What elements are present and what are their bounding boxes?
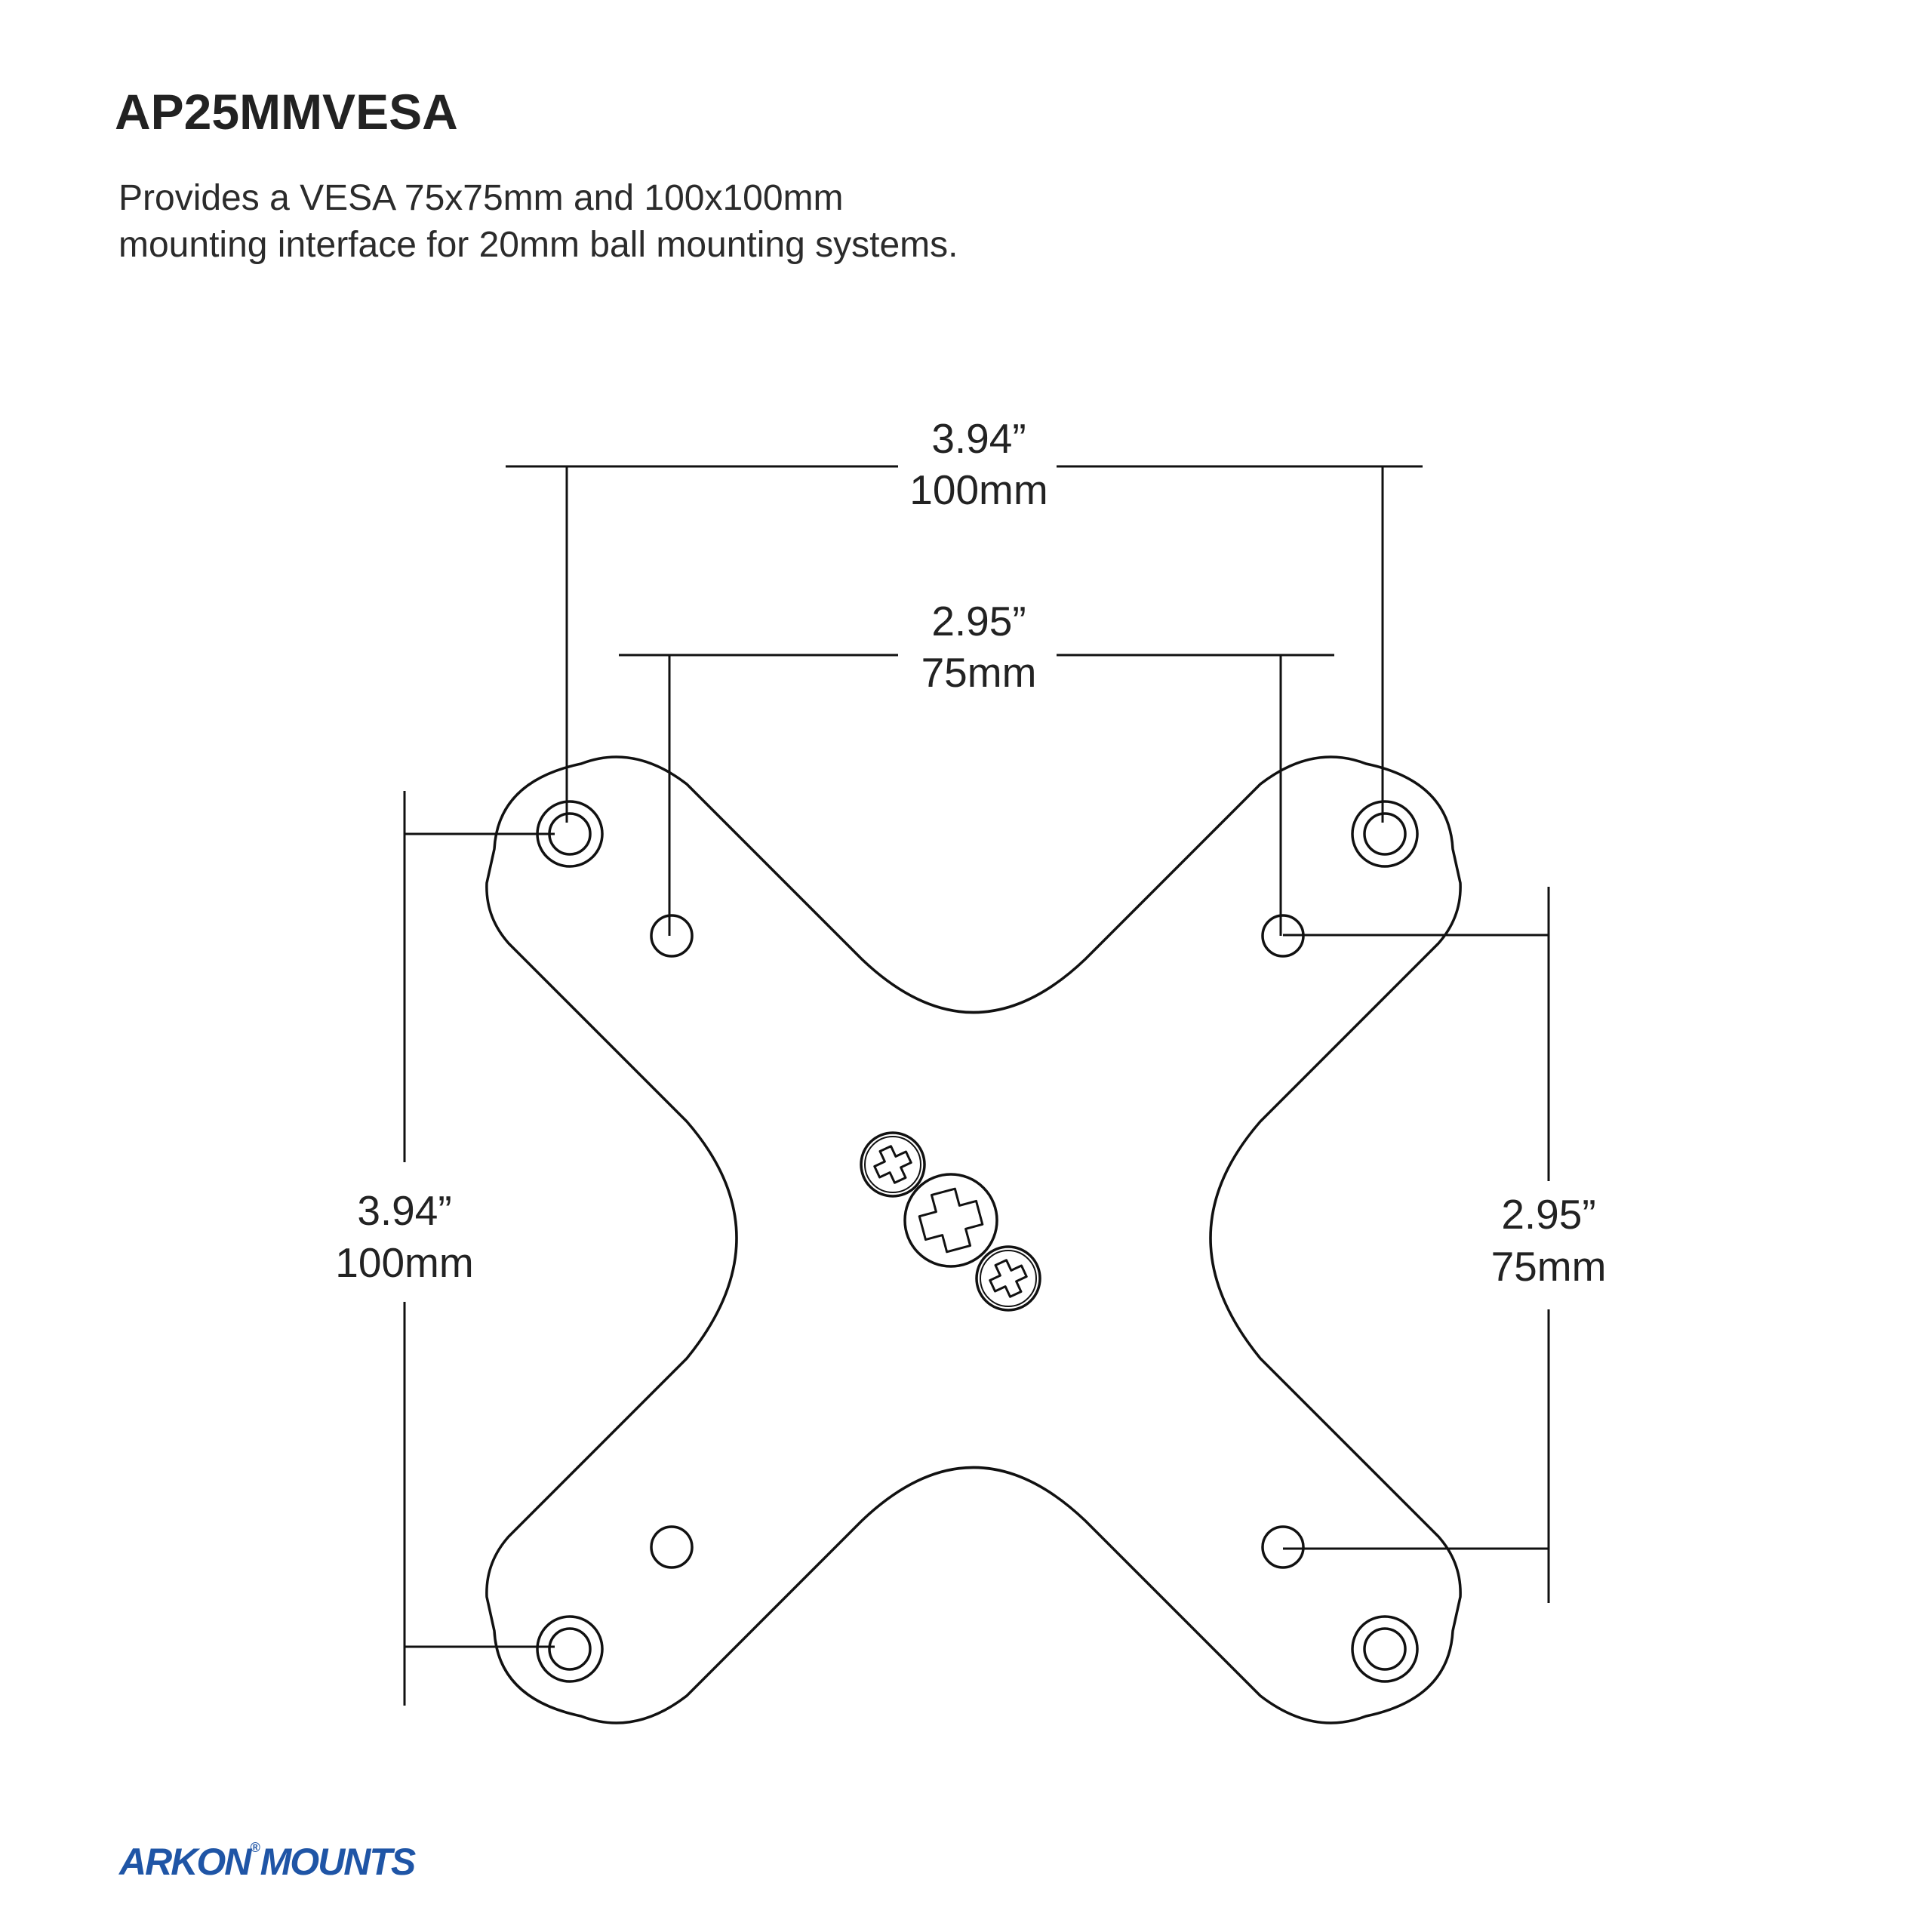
logo-text-arkon: ARKON [119,1841,251,1883]
vesa-75-hole-top-left [651,915,692,956]
description-line-1: Provides a VESA 75x75mm and 100x100mm [118,178,844,218]
plate-outline [487,757,1460,1723]
arkon-mounts-logo [119,1840,414,1884]
dim-top-inner-mm: 75mm [921,649,1037,696]
vesa-100-hole-bottom-left [537,1617,602,1681]
logo-registered-mark: ® [250,1840,260,1855]
center-screw-small-upper [861,1133,924,1196]
center-screw-small-lower [977,1247,1040,1310]
logo-text-mounts: MOUNTS [260,1841,415,1883]
vesa-75-hole-bottom-right [1263,1527,1303,1567]
dimension-top-inner-lines [619,655,1334,936]
dim-top-outer-mm: 100mm [909,466,1048,513]
dim-top-inner-inches: 2.95” [931,598,1026,645]
dim-left-outer-inches: 3.94” [357,1187,452,1234]
description-line-2: mounting interface for 20mm ball mounting systems. [118,225,958,265]
center-screw-large [905,1174,997,1266]
dim-top-outer-inches: 3.94” [931,415,1026,462]
dim-left-outer-mm: 100mm [335,1239,474,1286]
product-title: AP25MMVESA [115,84,458,140]
vesa-100-hole-top-right [1352,801,1417,866]
dim-right-inner-inches: 2.95” [1501,1191,1596,1238]
dim-right-inner-mm: 75mm [1491,1243,1607,1290]
vesa-75-hole-bottom-left [651,1527,692,1567]
vesa-100-hole-bottom-right [1352,1617,1417,1681]
